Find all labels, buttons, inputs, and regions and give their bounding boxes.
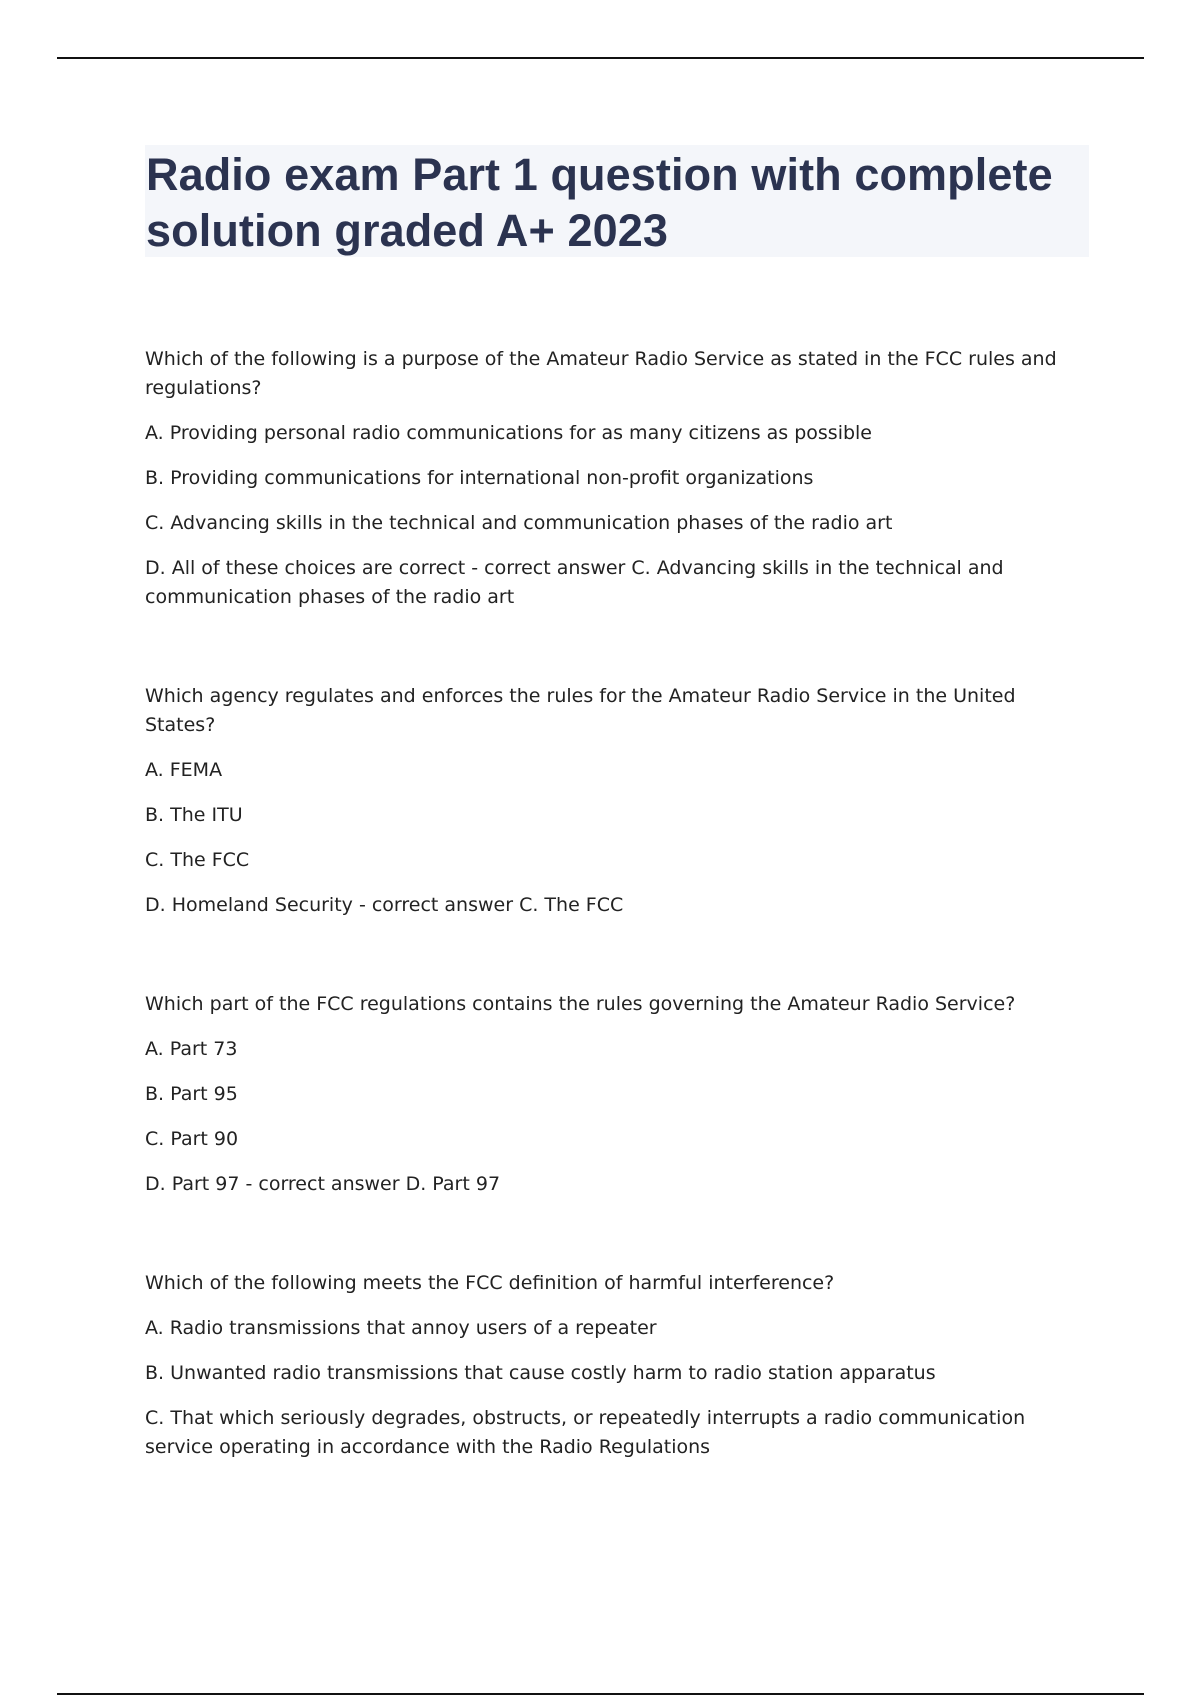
- document-title: Radio exam Part 1 question with complete solution graded A+ 2023: [146, 149, 1053, 256]
- answer-option-b: B. Unwanted radio transmissions that cause costly harm to radio station apparatus: [145, 1362, 936, 1384]
- question-block-4: [145, 1269, 1065, 1462]
- answer-option-a: A. Part 73: [145, 1038, 238, 1060]
- header-rule: [57, 57, 1144, 59]
- title-banner: [145, 145, 1089, 257]
- answer-option-a: A. FEMA: [145, 759, 223, 781]
- question-text: Which of the following is a purpose of the Amateur Radio Service as stated in the FCC rules and regulations?: [145, 348, 1057, 399]
- question-block-3: [145, 990, 1065, 1199]
- answer-option-b: B. The ITU: [145, 804, 243, 826]
- question-text: Which agency regulates and enforces the rules for the Amateur Radio Service in the United States?: [145, 685, 1016, 736]
- answer-option-c: C. The FCC: [145, 849, 250, 871]
- answer-option-c: C. That which seriously degrades, obstructs, or repeatedly interrupts a radio communication service operating in accordance with the Radio Regulations: [145, 1407, 1026, 1458]
- answer-option-a: A. Radio transmissions that annoy users of a repeater: [145, 1317, 657, 1339]
- question-text: Which of the following meets the FCC definition of harmful interference?: [145, 1272, 835, 1294]
- question-block-2: [145, 682, 1065, 920]
- answer-option-d: D. All of these choices are correct - correct answer C. Advancing skills in the technical and communication phases of the radio art: [145, 557, 1004, 608]
- answer-option-b: B. Providing communications for international non-profit organizations: [145, 467, 814, 489]
- question-list: [145, 345, 1065, 1532]
- answer-option-c: C. Advancing skills in the technical and communication phases of the radio art: [145, 512, 893, 534]
- answer-option-b: B. Part 95: [145, 1083, 238, 1105]
- answer-option-c: C. Part 90: [145, 1128, 239, 1150]
- answer-option-a: A. Providing personal radio communications for as many citizens as possible: [145, 422, 873, 444]
- question-text: Which part of the FCC regulations contains the rules governing the Amateur Radio Service?: [145, 993, 1016, 1015]
- answer-option-d: D. Part 97 - correct answer D. Part 97: [145, 1173, 501, 1195]
- question-block-1: [145, 345, 1065, 612]
- answer-option-d: D. Homeland Security - correct answer C. The FCC: [145, 894, 624, 916]
- footer-rule: [57, 1693, 1144, 1695]
